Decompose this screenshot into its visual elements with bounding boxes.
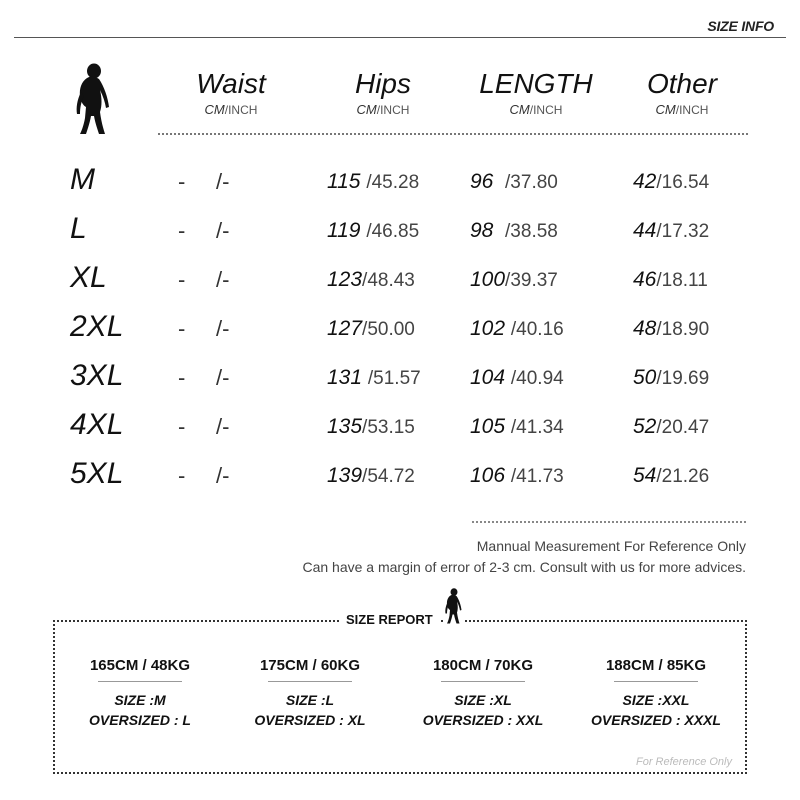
size-label: M (70, 163, 95, 196)
hips-value: 119 /46.85 (327, 219, 420, 242)
hips-value: 135/53.15 (327, 415, 415, 438)
waist-value: - /- (178, 316, 230, 341)
person-size: SIZE :XL (454, 692, 512, 708)
size-label: 3XL (70, 359, 124, 392)
other-value: 42/16.54 (633, 170, 710, 193)
reference-footnote: For Reference Only (636, 756, 732, 768)
column-header-waist (161, 68, 301, 117)
waist-value: - /- (178, 463, 230, 488)
person-size: SIZE :XXL (622, 692, 690, 708)
person-oversized: OVERSIZED : XXXL (591, 712, 721, 728)
length-value: 102 /40.16 (470, 317, 564, 340)
waist-value: - /- (178, 365, 230, 390)
person-divider (614, 681, 698, 682)
size-report-person (403, 657, 563, 728)
other-value: 46/18.11 (633, 268, 708, 291)
waist-value: - /- (178, 169, 230, 194)
waist-value: - /- (178, 414, 230, 439)
ape-silhouette-icon (72, 62, 112, 136)
size-report-person (576, 657, 736, 728)
length-value: 106 /41.73 (470, 464, 564, 487)
waist-value: - /- (178, 267, 230, 292)
size-label: L (70, 212, 87, 245)
column-header-other (612, 68, 752, 117)
size-report-title: SIZE REPORT (340, 612, 439, 627)
size-label: 5XL (70, 457, 124, 490)
top-divider (14, 37, 786, 38)
person-oversized: OVERSIZED : XXL (422, 712, 544, 728)
person-divider (268, 681, 352, 682)
waist-value: - /- (178, 218, 230, 243)
size-label: 4XL (70, 408, 124, 441)
column-title: Other (646, 68, 718, 99)
column-title: Waist (196, 68, 266, 99)
other-value: 52/20.47 (633, 415, 710, 438)
length-value: 105 /41.34 (470, 415, 564, 438)
person-stats: 180CM / 70KG (432, 657, 534, 674)
column-unit: CM/INCH (509, 102, 563, 117)
size-label: XL (70, 261, 107, 294)
person-size: SIZE :L (285, 692, 335, 708)
size-label: 2XL (70, 310, 124, 343)
column-unit: CM/INCH (356, 102, 410, 117)
size-report-person (60, 657, 220, 728)
column-title: LENGTH (479, 68, 593, 99)
hips-value: 123/48.43 (327, 268, 415, 291)
hips-value: 115 /45.28 (327, 170, 420, 193)
length-value: 96 /37.80 (470, 170, 558, 193)
measurement-note: Mannual Measurement For Reference Only (476, 538, 746, 554)
column-header-length (466, 68, 606, 117)
person-oversized: OVERSIZED : XL (254, 712, 366, 728)
person-stats: 188CM / 85KG (605, 657, 707, 674)
length-value: 104 /40.94 (470, 366, 564, 389)
other-value: 54/21.26 (633, 464, 710, 487)
other-value: 48/18.90 (633, 317, 710, 340)
footer-dotted-divider (472, 521, 746, 523)
column-unit: CM/INCH (655, 102, 709, 117)
ape-silhouette-icon (443, 586, 463, 626)
person-size: SIZE :M (114, 692, 166, 708)
length-value: 98 /38.58 (470, 219, 558, 242)
column-title: Hips (354, 68, 411, 99)
column-header-hips (313, 68, 453, 117)
person-stats: 175CM / 60KG (259, 657, 361, 674)
size-info-label: SIZE INFO (707, 18, 774, 34)
other-value: 44/17.32 (633, 219, 710, 242)
size-report-person (230, 657, 390, 728)
length-value: 100/39.37 (470, 268, 558, 291)
person-divider (441, 681, 525, 682)
person-divider (98, 681, 182, 682)
error-margin-note: Can have a margin of error of 2-3 cm. Consult with us for more advices. (302, 559, 746, 575)
header-dotted-divider (158, 133, 748, 135)
hips-value: 131 /51.57 (327, 366, 421, 389)
hips-value: 127/50.00 (327, 317, 415, 340)
person-oversized: OVERSIZED : L (89, 712, 191, 728)
column-unit: CM/INCH (204, 102, 258, 117)
hips-value: 139/54.72 (327, 464, 415, 487)
person-stats: 165CM / 48KG (89, 657, 191, 674)
other-value: 50/19.69 (633, 366, 710, 389)
